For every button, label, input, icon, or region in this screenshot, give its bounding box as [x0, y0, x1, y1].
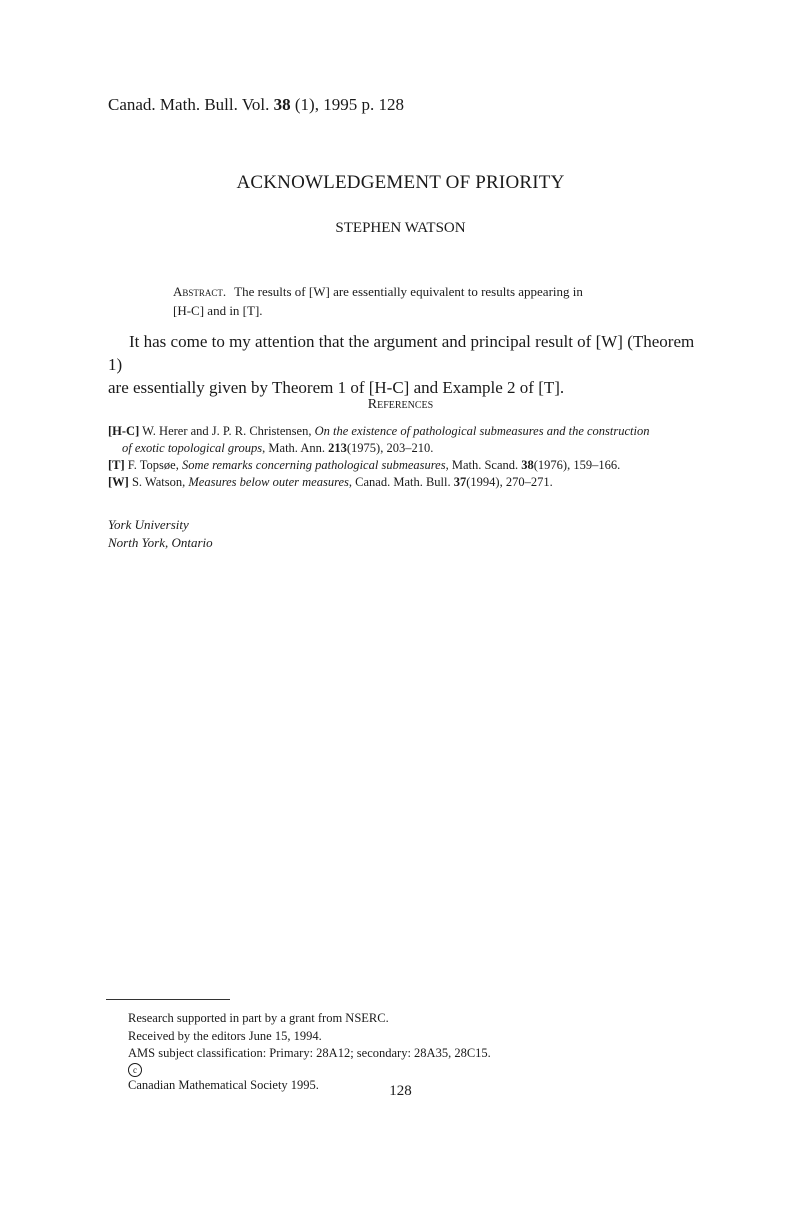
reference-pages: (1975), 203–210. — [346, 441, 434, 455]
references-list — [108, 423, 718, 491]
footnote-rule — [106, 999, 230, 1000]
reference-key: [H-C] — [108, 424, 140, 438]
reference-journal: , Canad. Math. Bull. — [348, 475, 451, 489]
reference-pages: (1976), 159–166. — [533, 458, 621, 472]
abstract — [173, 282, 663, 320]
reference-key: [W] — [108, 475, 129, 489]
author-affiliation — [108, 516, 213, 552]
reference-key: [T] — [108, 458, 125, 472]
abstract-label: Abstract. — [173, 284, 227, 299]
author-name: STEPHEN WATSON — [335, 220, 466, 236]
copyright-text: Canadian Mathematical Society 1995. — [128, 1077, 319, 1092]
footnote-ams: AMS subject classification: Primary: 28A12; secondary: 28A35, 28C15. — [128, 1046, 491, 1060]
running-header — [108, 95, 404, 115]
reference-item — [108, 423, 718, 457]
issue-year: (1), 1995 — [294, 95, 358, 114]
reference-authors: W. Herer and J. P. R. Christensen, — [142, 424, 312, 438]
reference-authors: F. Topsøe, — [127, 458, 179, 472]
references-heading: References — [367, 397, 434, 412]
affiliation-line-1: York University — [108, 517, 189, 532]
volume-number: 38 — [273, 95, 291, 114]
affiliation-line-2: North York, Ontario — [108, 535, 213, 550]
copyright-icon: c — [128, 1063, 142, 1077]
reference-authors: S. Watson, — [131, 475, 186, 489]
body-line-1: It has come to my attention that the argument and principal result of [W] (Theorem 1) — [108, 332, 695, 374]
reference-volume: 213 — [328, 441, 347, 455]
reference-title: Measures below outer measures — [188, 475, 349, 489]
reference-volume: 37 — [453, 475, 467, 489]
reference-journal: , Math. Scand. — [445, 458, 519, 472]
footnote-support: Research supported in part by a grant from NSERC. — [128, 1011, 389, 1025]
reference-title: Some remarks concerning pathological submeasures — [181, 458, 446, 472]
footnote-received: Received by the editors June 15, 1994. — [128, 1028, 322, 1043]
reference-title-cont: of exotic topological groups — [122, 441, 263, 455]
reference-volume: 38 — [521, 458, 534, 472]
reference-item — [108, 474, 718, 491]
abstract-line-2: [H-C] and in [T]. — [173, 303, 263, 318]
footnotes — [128, 1010, 491, 1094]
reference-title: On the existence of pathological submeasures and the construction — [314, 424, 650, 438]
page-reference: p. 128 — [361, 95, 404, 114]
reference-journal: , Math. Ann. — [262, 441, 326, 455]
page-number: 128 — [389, 1083, 412, 1099]
journal-name: Canad. Math. Bull. — [108, 95, 238, 114]
paper-title: ACKNOWLEDGEMENT OF PRIORITY — [236, 172, 565, 193]
body-paragraph — [108, 330, 712, 399]
vol-label: Vol. — [241, 95, 270, 114]
body-line-2: are essentially given by Theorem 1 of [H-C] and Example 2 of [T]. — [108, 378, 565, 397]
reference-pages: (1994), 270–271. — [466, 475, 553, 489]
reference-item — [108, 457, 718, 474]
reference-continuation — [108, 440, 718, 457]
abstract-line-1: The results of [W] are essentially equivalent to results appearing in — [234, 284, 583, 299]
